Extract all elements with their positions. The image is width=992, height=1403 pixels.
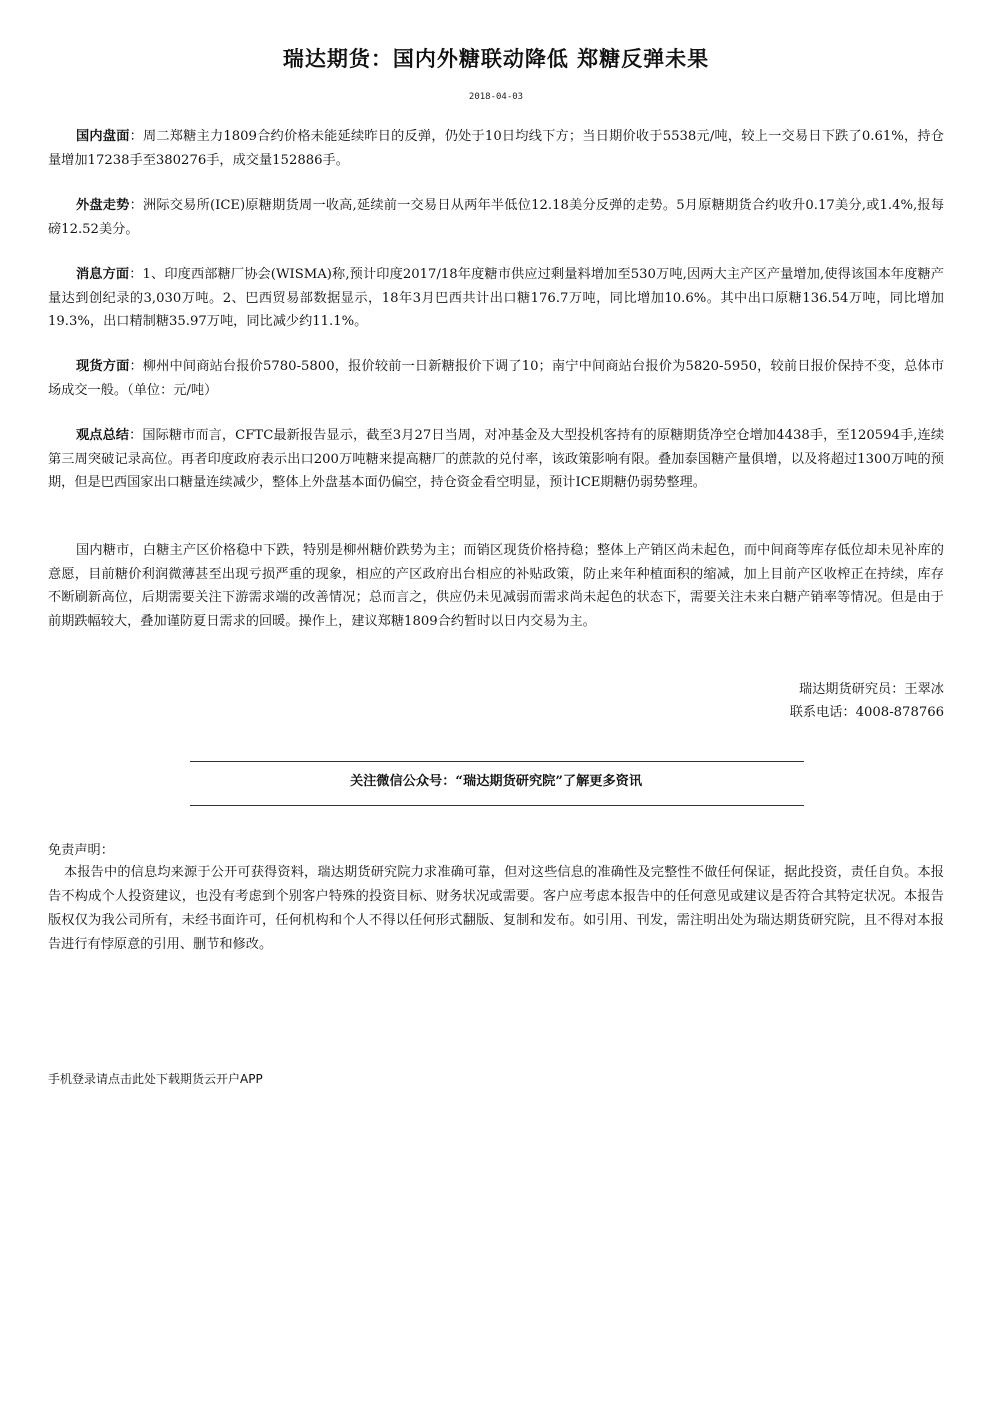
section-summary <box>48 424 944 495</box>
contact-phone: 联系电话：4008-878766 <box>789 705 944 720</box>
app-download-link[interactable]: 手机登录请点击此处下载期货云开户APP <box>48 1072 263 1086</box>
section-text: ：国际糖市而言，CFTC最新报告显示，截至3月27日当周，对冲基金及大型投机客持有的原糖期货净空仓增加4438手，至120594手,连续第三周突破记录高位。再者印度政府表示出口200万吨糖来提高糖厂的蔗款的兑付率，该政策影响有限。叠加泰国糖产量俱增，以及将超过1300万吨的预期，但是巴西国家出口糖量连续减少，整体上外盘基本面仍偏空，持仓资金看空明显，预计ICE期糖仍弱势整理。 <box>48 428 945 490</box>
section-news <box>48 263 944 334</box>
page-title: 瑞达期货：国内外糖联动降低 郑糖反弹未果 <box>282 46 710 71</box>
section-text: ：柳州中间商站台报价5780-5800，报价较前一日新糖报价下调了10；南宁中间商站台报价为5820-5950，较前日报价保持不变，总体市场成交一般。（单位：元/吨） <box>48 359 945 398</box>
report-date: 2018-04-03 <box>468 92 524 102</box>
disclaimer-heading: 免责声明： <box>48 843 114 858</box>
section-spot <box>48 355 944 402</box>
section-text: ：1、印度西部糖厂协会(WISMA)称,预计印度2017/18年度糖市供应过剩量料增加至530万吨,因两大主产区产量增加,使得该国本年度糖产量达到创纪录的3,030万吨。2、巴西贸易部数据显示，18年3月巴西共计出口糖176.7万吨，同比增加10.6%。其中出口原糖136.54万吨，同比增加19.3%，出口精制糖35.97万吨，同比减少约11.1%。 <box>48 267 944 329</box>
disclaimer-body: 本报告中的信息均来源于公开可获得资料，瑞达期货研究院力求准确可靠，但对这些信息的准确性及完整性不做任何保证，据此投资，责任自负。本报告不构成个人投资建议，也没有考虑到个别客户特殊的投资目标、财务状况或需要。客户应考虑本报告中的任何意见或建议是否符合其特定状况。本报告版权仅为我公司所有，未经书面许可，任何机构和个人不得以任何形式翻版、复制和发布。如引用、刊发，需注明出处为瑞达期货研究院，且不得对本报告进行有悖原意的引用、删节和修改。 <box>48 865 944 952</box>
section-lead: 现货方面 <box>76 359 130 374</box>
section-lead: 国内盘面 <box>76 129 130 144</box>
domestic-paragraph: 国内糖市，白糖主产区价格稳中下跌，特别是柳州糖价跌势为主；而销区现货价格持稳；整体上产销区尚未起色，而中间商等库存低位却未见补库的意愿，目前糖价利润微薄甚至出现亏损严重的现象，相应的产区政府出台相应的补贴政策，防止来年种植面积的缩减，加上目前产区收榨正在持续，库存不断刷新高位，后期需要关注下游需求端的改善情况；总而言之，供应仍未见减弱而需求尚未起色的状态下，需要关注未来白糖产销率等情况。但是由于前期跌幅较大，叠加谨防夏日需求的回暖。操作上，建议郑糖1809合约暂时以日内交易为主。 <box>48 543 944 629</box>
section-domestic-market <box>48 125 944 172</box>
section-text: ：周二郑糖主力1809合约价格未能延续昨日的反弹，仍处于10日均线下方；当日期价收于5538元/吨，较上一交易日下跌了0.61%，持仓量增加17238手至380276手，成交量152886手。 <box>48 129 944 168</box>
section-foreign-market <box>48 194 944 241</box>
divider-top <box>190 761 804 762</box>
divider-bottom <box>190 805 804 806</box>
section-lead: 消息方面 <box>76 267 130 282</box>
section-lead: 观点总结 <box>76 428 130 443</box>
wechat-notice: 关注微信公众号：“瑞达期货研究院”了解更多资讯 <box>349 774 643 789</box>
section-lead: 外盘走势 <box>76 198 130 213</box>
section-text: ：洲际交易所(ICE)原糖期货周一收高,延续前一交易日从两年半低位12.18美分反弹的走势。5月原糖期货合约收升0.17美分,或1.4%,报每磅12.52美分。 <box>48 198 945 237</box>
researcher-name: 瑞达期货研究员：王翠冰 <box>798 682 944 697</box>
